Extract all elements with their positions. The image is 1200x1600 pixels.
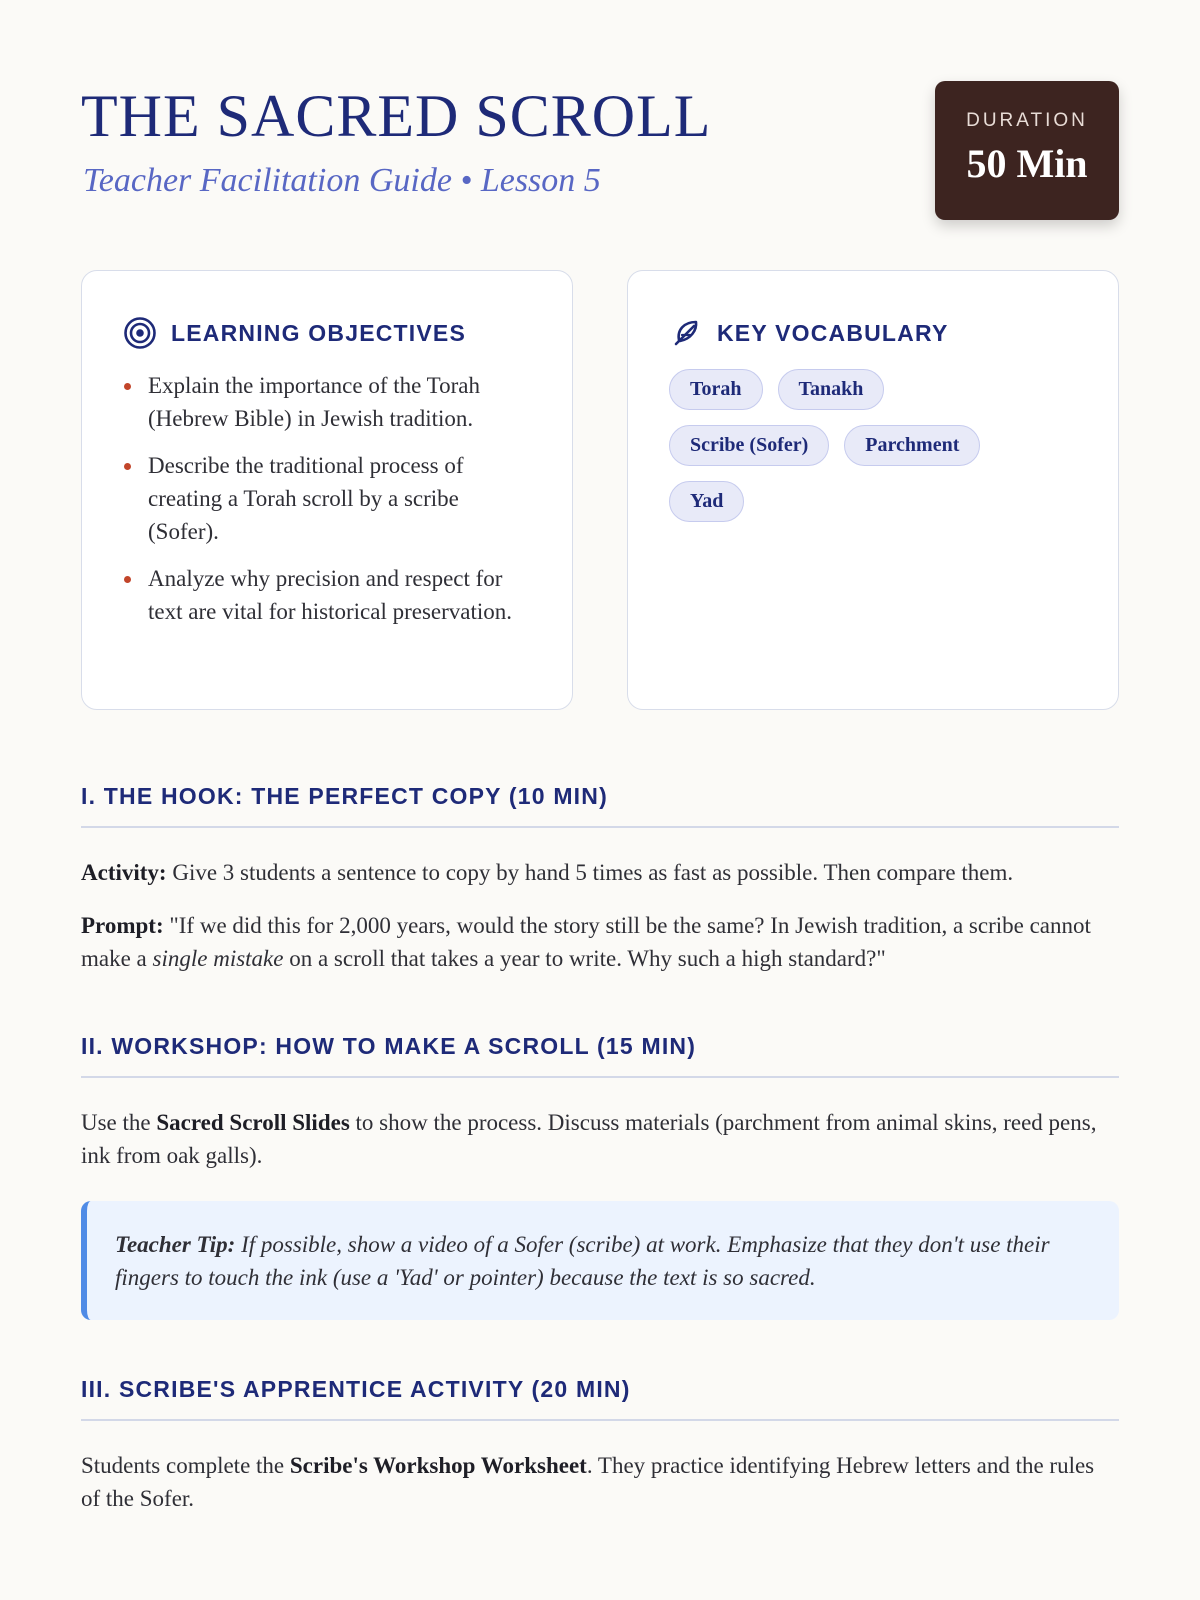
info-cards: [81, 270, 1119, 710]
prompt-label: Prompt:: [81, 913, 164, 938]
vocab-chip-yad: Yad: [669, 481, 744, 522]
vocab-chip-parchment: Parchment: [844, 425, 980, 466]
activity-desc-start: Students complete the: [81, 1453, 285, 1478]
section-workshop: [81, 1033, 1119, 1320]
target-icon: [123, 316, 157, 350]
vocabulary-card-header: [669, 313, 1078, 353]
section-hook: [81, 783, 1119, 975]
hook-prompt: [81, 909, 1119, 975]
duration-badge: [935, 81, 1119, 220]
section-heading-workshop: II. WORKSHOP: HOW TO MAKE A SCROLL (15 MIN): [81, 1033, 1119, 1078]
tip-label: Teacher Tip:: [115, 1232, 236, 1257]
workshop-text-start: Use the: [81, 1110, 151, 1135]
page-header: [81, 0, 1119, 270]
prompt-text-start: "If we did this for 2,000 years, would the story still be the same? In Jewish tradition, a scribe cannot make a: [81, 913, 1091, 971]
activity-text: Give 3 students a sentence to copy by hand 5 times as fast as possible. Then compare them.: [172, 860, 1014, 885]
tip-text: If possible, show a video of a Sofer (scribe) at work. Emphasize that they don't use their fingers to touch the ink (use a 'Yad' or pointer) because the text is so sacred.: [115, 1232, 1050, 1290]
workshop-text: [81, 1106, 1119, 1172]
objective-item: Describe the traditional process of creating a Torah scroll by a scribe (Sofer).: [123, 449, 532, 548]
vocabulary-chips: [669, 369, 1009, 522]
section-activity: [81, 1376, 1119, 1515]
objective-item: Analyze why precision and respect for text are vital for historical preservation.: [123, 562, 532, 628]
workshop-text-end: to show the process. Discuss materials (parchment from animal skins, reed pens, ink from oak galls).: [81, 1110, 1097, 1168]
worksheet-name: Scribe's Workshop Worksheet: [289, 1453, 587, 1478]
objectives-card: [81, 270, 573, 710]
objectives-title: LEARNING OBJECTIVES: [171, 319, 467, 346]
objective-item: Explain the importance of the Torah (Hebrew Bible) in Jewish tradition.: [123, 369, 532, 435]
activity-desc-end: . They practice identifying Hebrew letters and the rules of the Sofer.: [81, 1453, 1095, 1511]
feather-icon: [669, 316, 703, 350]
vocabulary-card: [627, 270, 1119, 710]
prompt-emphasis: single mistake: [152, 946, 284, 971]
section-heading-activity: III. SCRIBE'S APPRENTICE ACTIVITY (20 MIN): [81, 1376, 1119, 1421]
teacher-tip: [81, 1201, 1119, 1320]
vocab-chip-scribe: Scribe (Sofer): [669, 425, 829, 466]
page-subtitle: Teacher Facilitation Guide • Lesson 5: [83, 162, 601, 199]
vocabulary-title: KEY VOCABULARY: [717, 319, 949, 346]
duration-value: 50 Min: [966, 141, 1088, 186]
hook-activity: [81, 856, 1119, 889]
activity-description: [81, 1449, 1119, 1515]
activity-label: Activity:: [81, 860, 167, 885]
page-title: THE SACRED SCROLL: [81, 83, 712, 149]
vocab-chip-tanakh: Tanakh: [778, 369, 885, 410]
slides-name: Sacred Scroll Slides: [156, 1110, 350, 1135]
objectives-list: [123, 369, 532, 628]
objectives-card-header: [123, 313, 532, 353]
duration-label: DURATION: [966, 110, 1088, 131]
vocab-chip-torah: Torah: [669, 369, 763, 410]
prompt-text-end: on a scroll that takes a year to write. Why such a high standard?": [289, 946, 886, 971]
section-heading-hook: I. THE HOOK: THE PERFECT COPY (10 MIN): [81, 783, 1119, 828]
